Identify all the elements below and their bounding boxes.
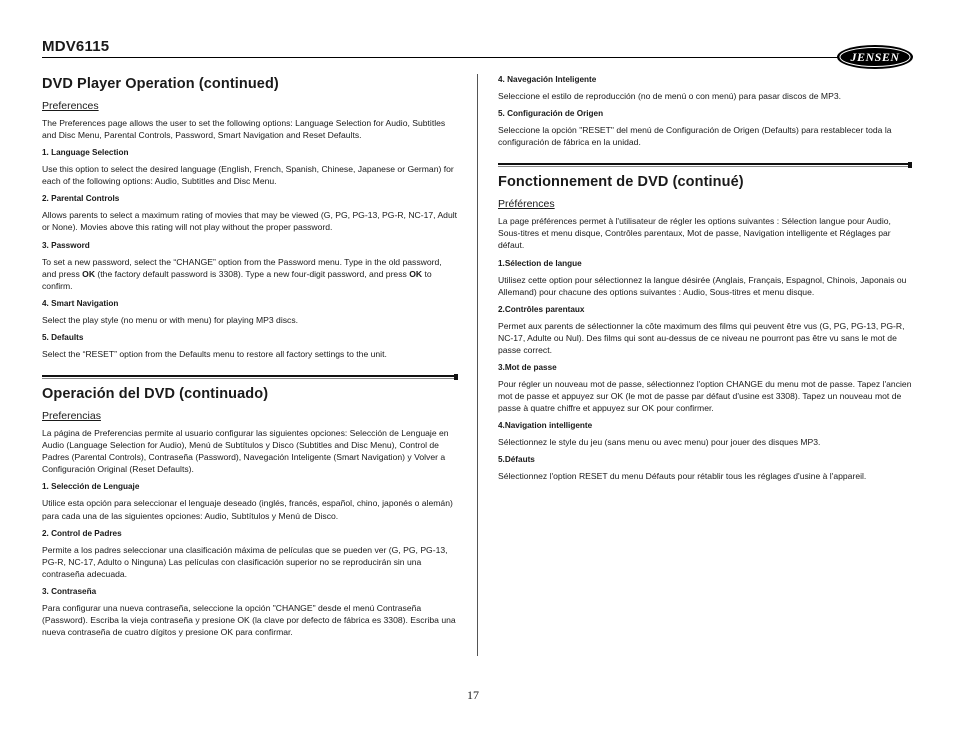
french-item-text: Sélectionnez le style du jeu (sans menu ou avec menu) pour jouer des disques MP3. xyxy=(498,437,821,448)
page-number: 17 xyxy=(467,688,479,702)
model-number: MDV6115 xyxy=(42,38,110,55)
spanish-subtitle: Preferencias xyxy=(42,410,101,423)
english-subtitle: Preferences xyxy=(42,100,99,112)
spanish-item-heading: 4. Navegación Inteligente xyxy=(498,75,597,84)
spanish-item-heading: 1. Selección de Lenguaje xyxy=(42,482,140,492)
french-item-text: Permet aux parents de sélectionner la côte maximum des films qui peuvent être vus (G, PG, PG-13, PG-R, NC-17, Adulte ou Nul). Des films qui sont au-dessus de ce niveau ne pourront pas être vu sans le mot de passe correct. xyxy=(498,320,905,355)
english-intro: The Preferences page allows the user to set the following options: Language Selection for Audio, Subtitles and Disc Menu, Parental Controls, Password, Smart Navigation and Reset Defaults. xyxy=(42,118,446,141)
french-item-heading: 4.Navigation intelligente xyxy=(498,421,593,431)
section-divider xyxy=(498,162,912,168)
french-item-heading: 1.Sélection de langue xyxy=(498,258,582,268)
spanish-item-heading: 5. Configuración de Origen xyxy=(498,109,604,119)
french-item-heading: 5.Défauts xyxy=(498,455,535,465)
english-item-heading: 5. Defaults xyxy=(42,332,84,342)
english-item-text: Select the play style (no menu or with menu) for playing MP3 discs. xyxy=(42,314,299,325)
english-section-title: DVD Player Operation (continued) xyxy=(42,76,279,92)
header-rule xyxy=(42,57,842,58)
spanish-item-text: Para configurar una nueva contraseña, seleccione la opción "CHANGE" desde el menú Contraseña (Password). Escriba la vieja contraseña y presione OK (la clave por defecto de fábrica es 3308). Escriba una nueva contraseña de cuatro dígitos y presione OK para confirmar. xyxy=(42,602,456,638)
left-column xyxy=(42,76,458,645)
spanish-intro: La página de Preferencias permite al usuario configurar las siguientes opciones: Selección de Lenguaje en Audio (Language Selection for Audio), Menú de Subtítulos y Disco (Subtitles and Disc Menu), Control de Padres (Parental Controls), Contraseña (Password), Navegación Inteligente (Smart Navigation) y Volver a Configuración Original (Reset Defaults). xyxy=(42,428,449,475)
spanish-item-heading: 2. Control de Padres xyxy=(42,528,122,538)
english-item-heading: 3. Password xyxy=(42,240,90,250)
spanish-item-heading: 3. Contraseña xyxy=(42,586,97,596)
english-item-heading: 2. Parental Controls xyxy=(42,194,120,204)
english-item-text: Use this option to select the desired language (English, French, Spanish, Chinese, Japanese or German) for each of the following options: Audio, Subtitles and Disc Menu. xyxy=(42,164,454,187)
french-section-title: Fonctionnement de DVD (continué) xyxy=(498,174,744,191)
french-item-text: Utilisez cette option pour sélectionnez la langue désirée (Anglais, Français, Espagnol, Chinois, Japonais ou Allemand) pour chacune des options suivantes : Audio, Sous-titres et menu disque. xyxy=(498,274,907,297)
section-divider xyxy=(42,374,458,380)
french-item-text: Pour régler un nouveau mot de passe, sélectionnez l'option CHANGE du menu mot de passe. Tapez l'ancien mot de passe et appuyez sur OK (le mot de passe par défaut d'usine est 3308). Tapez un nouveau mot de passe à quatre chiffre et appuyez sur OK pour confirmer. xyxy=(498,379,912,414)
english-item-text: Allows parents to select a maximum rating of movies that may be viewed (G, PG, PG-13, PG-R, NC-17, Adult or None). Movies above this rating will not play without the proper password. xyxy=(42,210,458,233)
svg-text:JENSEN: JENSEN xyxy=(850,50,900,64)
english-item-heading: 1. Language Selection xyxy=(42,148,129,158)
french-item-heading: 3.Mot de passe xyxy=(498,363,557,373)
jensen-logo xyxy=(836,44,914,70)
spanish-item-text: Permite a los padres seleccionar una clasificación máxima de películas que se pueden ver (G, PG, PG-13, PG-R, NC-17, Adulto o Ninguna) Las películas con clasificación superior no se reproducirán sin una contraseña adecuada. xyxy=(42,544,448,579)
french-item-heading: 2.Contrôles parentaux xyxy=(498,304,585,314)
spanish-item-text: Seleccione el estilo de reproducción (no de menú o con menú) para pasar discos de MP3. xyxy=(498,91,841,101)
english-item-text: Select the “RESET” option from the Defaults menu to restore all factory settings to the unit. xyxy=(42,348,387,359)
spanish-item-text: Seleccione la opción "RESET" del menú de Configuración de Origen (Defaults) para restablecer toda la configuración de fábrica en la unidad. xyxy=(498,125,892,148)
french-intro: La page préférences permet à l'utilisateur de régler les options suivantes : Sélection langue pour Audio, Sous-titres et menu disque, Contrôles parentaux, Mot de passe, Navigation intelligente et Réglages par défaut. xyxy=(498,216,891,251)
english-item-text: To set a new password, select the “CHANGE” option from the Password menu. Type in the old password, and press OK (the factory default password is 3308). Type a new four-digit password, and press OK to confirm. xyxy=(42,256,442,291)
french-item-text: Sélectionnez l'option RESET du menu Défauts pour rétablir tous les réglages d'usine à l'appareil. xyxy=(498,471,867,482)
column-divider xyxy=(477,74,478,656)
right-column xyxy=(498,74,912,490)
french-subtitle: Préférences xyxy=(498,198,555,211)
english-item-heading: 4. Smart Navigation xyxy=(42,298,119,308)
spanish-section-title: Operación del DVD (continuado) xyxy=(42,386,269,403)
spanish-item-text: Utilice esta opción para seleccionar el lenguaje deseado (inglés, francés, español, chino, japonés o alemán) para cada una de las siguientes opciones: Audio, Subtítulos y Menú de Disco. xyxy=(42,498,453,521)
